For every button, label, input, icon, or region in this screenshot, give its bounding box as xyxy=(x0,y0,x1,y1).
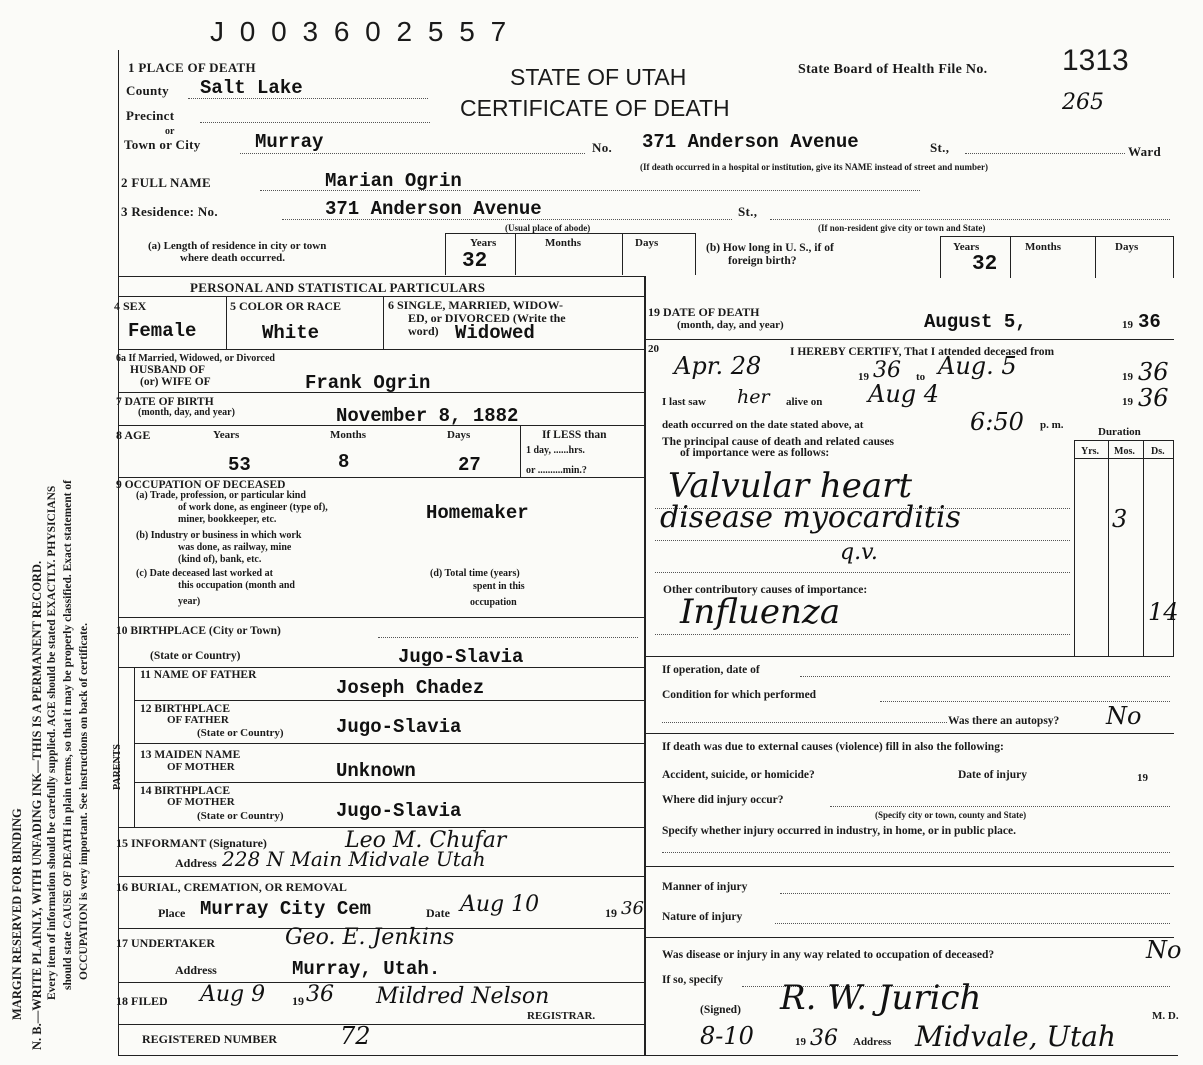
serial-number: J 0 0 3 6 0 2 5 5 7 xyxy=(210,16,511,47)
where-injury-line xyxy=(830,806,1170,807)
occupation-a-1: (a) Trade, profession, or particular kind xyxy=(136,490,306,501)
ward-label: Ward xyxy=(1128,144,1161,159)
alive-on-label: alive on xyxy=(786,396,823,408)
age-months-label: Months xyxy=(330,429,367,441)
cause-section-bottom xyxy=(644,656,1174,657)
length-a-days-label: Days xyxy=(635,237,659,249)
frame-bottom xyxy=(118,1055,1178,1056)
age-days-label: Days xyxy=(447,429,471,441)
length-box-top-a xyxy=(445,233,695,234)
color-value: White xyxy=(262,322,320,344)
filed-label: 18 FILED xyxy=(116,994,168,1008)
age-years: 53 xyxy=(228,454,251,476)
mother-label-2: OF MOTHER xyxy=(167,761,235,773)
row-mother-bottom xyxy=(134,782,644,783)
residence-label: 3 Residence: No. xyxy=(121,204,218,219)
pronoun: her xyxy=(737,386,770,408)
manner-line xyxy=(780,893,1170,894)
sex-label: 4 SEX xyxy=(114,299,147,313)
birthplace-city-line xyxy=(378,637,638,638)
occupation-d-3: occupation xyxy=(470,597,517,608)
physician-address-label: Address xyxy=(853,1036,892,1048)
attended-from-year: 36 xyxy=(873,358,901,383)
length-b-label: (b) How long in U. S., if of xyxy=(706,242,834,254)
residence-street-label: St., xyxy=(738,204,758,219)
cause-line-1: Valvular heart xyxy=(668,466,913,506)
occupation-a-2: of work done, as engineer (type of), xyxy=(178,502,328,513)
row-informant-bottom xyxy=(118,876,644,877)
row-filed-bottom xyxy=(118,1024,644,1025)
signed-label: (Signed) xyxy=(700,1004,741,1016)
registered-number: 72 xyxy=(340,1022,371,1050)
spouse-label-3: (or) WIFE OF xyxy=(140,376,211,388)
color-label: 5 COLOR OR RACE xyxy=(230,299,342,313)
length-a-label2: where death occurred. xyxy=(180,252,285,264)
undertaker-address: Murray, Utah. xyxy=(292,958,441,980)
filed-date: Aug 9 xyxy=(200,982,266,1007)
duration-header-line xyxy=(1074,440,1174,441)
attended-to-prefix: 19 xyxy=(1122,371,1133,383)
death-year-prefix: 19 xyxy=(1122,319,1133,331)
occupation-b-2: was done, as railway, mine xyxy=(178,542,292,553)
length-b-divider-2 xyxy=(1010,236,1011,278)
occupation-b-1: (b) Industry or business in which work xyxy=(136,530,302,541)
marital-label-1: 6 SINGLE, MARRIED, WIDOW- xyxy=(388,298,564,312)
dob-label-2: (month, day, and year) xyxy=(138,407,235,418)
length-a-divider-1 xyxy=(445,233,446,275)
occupation-c-3: year) xyxy=(178,596,201,607)
where-injury-label: Where did injury occur? xyxy=(662,794,784,806)
personal-heading-line xyxy=(118,296,644,297)
occupation-value: Homemaker xyxy=(426,502,529,524)
mother-birth-label-1: 14 BIRTHPLACE xyxy=(140,785,231,797)
length-b-days-label: Days xyxy=(1115,241,1139,253)
death-year: 36 xyxy=(1138,311,1161,333)
nature-bottom xyxy=(644,937,1174,938)
other-duration: 14 xyxy=(1148,598,1179,626)
father-birth-label-3: (State or Country) xyxy=(197,727,284,739)
sex-divider xyxy=(226,297,227,349)
other-rule xyxy=(655,634,1070,635)
external-causes-label: If death was due to external causes (violence) fill in also the following: xyxy=(662,741,1004,753)
attended-from: Apr. 28 xyxy=(674,352,762,380)
attended-from-prefix: 19 xyxy=(858,371,869,383)
informant-address-label: Address xyxy=(175,856,217,870)
less-label-2: 1 day, ......hrs. xyxy=(526,445,585,456)
row-occupation-bottom xyxy=(118,617,644,618)
county-label: County xyxy=(126,83,169,98)
specify-injury-label: Specify whether injury occurred in industry, in home, or in public place. xyxy=(662,825,1016,837)
length-b-years-label: Years xyxy=(953,241,980,253)
undertaker-address-label: Address xyxy=(175,963,217,977)
to-label: to xyxy=(916,371,926,383)
age-label: 8 AGE xyxy=(116,428,151,442)
occupation-label: 9 OCCUPATION OF DECEASED xyxy=(116,479,286,491)
death-date-bottom xyxy=(644,339,1174,340)
ward-line xyxy=(965,153,1125,154)
last-saw-prefix: 19 xyxy=(1122,396,1133,408)
physician-signature: R. W. Jurich xyxy=(780,978,982,1018)
length-b-divider-4 xyxy=(1173,236,1174,278)
age-years-label: Years xyxy=(213,429,240,441)
duration-col-1 xyxy=(1074,440,1075,656)
town-label: Town or City xyxy=(124,137,201,152)
certificate-title: CERTIFICATE OF DEATH xyxy=(460,95,730,121)
personal-top-line xyxy=(118,276,644,277)
certify-number: 20 xyxy=(648,343,659,355)
age-months: 8 xyxy=(338,451,350,473)
burial-label: 16 BURIAL, CREMATION, OR REMOVAL xyxy=(116,880,347,894)
accident-label: Accident, suicide, or homicide? xyxy=(662,769,815,781)
margin-instruction-1: Every item of information should be carefully supplied. AGE should be stated EXACTLY. PHYSICIANS xyxy=(46,485,58,1000)
duration-label: Duration xyxy=(1098,426,1141,438)
physician-address: Midvale, Utah xyxy=(915,1020,1116,1053)
length-box-top-b xyxy=(940,236,1174,237)
spouse-label-2: HUSBAND OF xyxy=(130,364,206,376)
row-spouse-bottom xyxy=(118,392,644,393)
ampm: p. m. xyxy=(1040,419,1064,431)
registrar-signature: Mildred Nelson xyxy=(376,984,550,1009)
marital-value: Widowed xyxy=(455,322,535,344)
length-b-label2: foreign birth? xyxy=(728,255,797,267)
registrar-label: REGISTRAR. xyxy=(527,1010,596,1022)
birthplace-state-label: (State or Country) xyxy=(150,650,241,662)
mother-value: Unknown xyxy=(336,760,416,782)
row-sex-bottom xyxy=(118,349,644,350)
occupation-c-2: this occupation (month and xyxy=(178,580,295,591)
margin-instruction-2: should state CAUSE OF DEATH in plain terms, so that it may be properly classified. Exact statement of xyxy=(62,480,74,990)
occupation-b-3: (kind of), bank, etc. xyxy=(178,554,262,565)
injury-date-label: Date of injury xyxy=(958,769,1027,781)
town-value: Murray xyxy=(255,131,324,153)
attended-to: Aug. 5 xyxy=(938,352,1017,380)
length-a-years-label: Years xyxy=(470,237,497,249)
spouse-value: Frank Ogrin xyxy=(305,372,431,394)
street-no-label: No. xyxy=(592,140,613,155)
occupation-c-1: (c) Date deceased last worked at xyxy=(136,568,273,579)
less-label-3: or ..........min.? xyxy=(526,465,587,476)
filed-year: 36 xyxy=(306,982,334,1007)
injury-section-bottom xyxy=(644,866,1174,867)
county-line xyxy=(188,98,428,99)
signed-date: 8-10 xyxy=(700,1022,754,1050)
certify-text: I HEREBY CERTIFY, That I attended deceased from xyxy=(790,346,1055,358)
nature-line xyxy=(775,923,1170,924)
death-address: 371 Anderson Avenue xyxy=(642,131,859,153)
burial-place-label: Place xyxy=(158,906,186,920)
death-date-value: August 5, xyxy=(924,311,1027,333)
residence-line xyxy=(282,219,732,220)
parents-side-label: PARENTS xyxy=(112,744,123,790)
marital-label-3: word) xyxy=(408,324,439,338)
signed-year: 36 xyxy=(810,1026,838,1051)
filed-year-prefix: 19 xyxy=(292,994,304,1008)
length-a-months-label: Months xyxy=(545,237,582,249)
length-a-label: (a) Length of residence in city or town xyxy=(148,240,327,252)
length-b-years: 32 xyxy=(972,253,998,276)
cause-line-3: q.v. xyxy=(840,540,878,565)
sex-value: Female xyxy=(128,320,197,342)
precinct-label: Precinct xyxy=(126,108,175,123)
father-birth-value: Jugo-Slavia xyxy=(336,716,462,738)
full-name-value: Marian Ogrin xyxy=(325,170,462,192)
file-number-label: State Board of Health File No. xyxy=(798,62,988,77)
less-label-1: If LESS than xyxy=(542,429,607,441)
registered-label: REGISTERED NUMBER xyxy=(142,1032,278,1046)
color-divider xyxy=(383,297,384,349)
burial-year-prefix: 19 xyxy=(605,906,617,920)
burial-place: Murray City Cem xyxy=(200,898,372,920)
mother-birth-label-2: OF MOTHER xyxy=(167,796,235,808)
place-of-death-label: 1 PLACE OF DEATH xyxy=(128,60,256,75)
duration-mos-label: Mos. xyxy=(1114,446,1135,457)
autopsy-value: No xyxy=(1106,702,1142,730)
duration-col-3 xyxy=(1143,440,1144,656)
length-b-divider-1 xyxy=(940,236,941,278)
center-divider xyxy=(644,276,646,1055)
other-causes-label: Other contributory causes of importance: xyxy=(663,584,868,596)
autopsy-pre-line xyxy=(662,722,947,723)
undertaker-signature: Geo. E. Jenkins xyxy=(285,925,455,950)
operation-line xyxy=(800,676,1170,677)
state-title: STATE OF UTAH xyxy=(510,64,687,90)
row-father-bottom xyxy=(134,700,644,701)
personal-heading: PERSONAL AND STATISTICAL PARTICULARS xyxy=(190,280,486,295)
street-label: St., xyxy=(930,140,950,155)
death-date-label-2: (month, day, and year) xyxy=(677,319,784,331)
length-a-divider-2 xyxy=(515,233,516,275)
length-a-years: 32 xyxy=(462,250,488,273)
length-b-divider-3 xyxy=(1095,236,1096,278)
related-value: No xyxy=(1146,936,1182,964)
nature-label: Nature of injury xyxy=(662,911,743,923)
if-so-label: If so, specify xyxy=(662,974,724,986)
death-date-label-1: 19 DATE OF DEATH xyxy=(648,305,760,319)
length-a-divider-4 xyxy=(695,233,696,275)
occupation-a-3: miner, bookkeeper, etc. xyxy=(178,514,277,525)
residence-value: 371 Anderson Avenue xyxy=(325,198,542,220)
duration-header-bottom xyxy=(1074,458,1174,459)
occupation-d-1: (d) Total time (years) xyxy=(430,568,520,579)
death-time: 6:50 xyxy=(970,408,1024,436)
county-value: Salt Lake xyxy=(200,77,303,99)
residence-rest-line xyxy=(770,219,1170,220)
precinct-line xyxy=(200,122,430,123)
cause-label-2: of importance were as follows: xyxy=(680,447,830,459)
row-age-bottom xyxy=(118,477,644,478)
dob-value: November 8, 1882 xyxy=(336,405,519,427)
cause-duration: 3 xyxy=(1112,505,1128,533)
file-number-secondary: 265 xyxy=(1062,90,1104,115)
death-occurred-label: death occurred on the date stated above, at xyxy=(662,419,864,431)
town-line xyxy=(240,153,585,154)
row-undertaker-bottom xyxy=(118,982,644,983)
autopsy-label: Was there an autopsy? xyxy=(948,715,1060,727)
burial-year: 36 xyxy=(621,898,644,919)
mother-birth-value: Jugo-Slavia xyxy=(336,800,462,822)
cause-line-2: disease myocarditis xyxy=(660,500,961,535)
manner-label: Manner of injury xyxy=(662,881,748,893)
cause-label-1: The principal cause of death and related causes xyxy=(662,436,895,448)
duration-ds-label: Ds. xyxy=(1151,446,1165,457)
father-value: Joseph Chadez xyxy=(336,677,485,699)
full-name-label: 2 FULL NAME xyxy=(121,175,211,190)
age-divider xyxy=(520,425,521,477)
where-injury-note: (Specify city or town, county and State) xyxy=(875,810,1027,820)
burial-date-label: Date xyxy=(426,906,450,920)
last-saw-label: I last saw xyxy=(662,396,707,408)
row-dob-bottom xyxy=(118,425,644,426)
or-label: or xyxy=(165,126,175,137)
attended-to-year: 36 xyxy=(1138,358,1169,386)
informant-label: 15 INFORMANT (Signature) xyxy=(116,836,267,850)
informant-signature: Leo M. Chufar xyxy=(345,828,507,853)
operation-label: If operation, date of xyxy=(662,664,760,676)
related-label: Was disease or injury in any way related to occupation of deceased? xyxy=(662,949,995,961)
injury-year-prefix: 19 xyxy=(1137,772,1148,784)
informant-address: 228 N Main Midvale Utah xyxy=(222,847,486,871)
last-saw-date: Aug 4 xyxy=(868,380,940,408)
other-cause: Influenza xyxy=(680,592,841,632)
length-b-months-label: Months xyxy=(1025,241,1062,253)
specify-line xyxy=(662,852,1170,853)
undertaker-label: 17 UNDERTAKER xyxy=(116,936,216,950)
duration-yrs-label: Yrs. xyxy=(1081,446,1100,457)
margin-warning-note: N. B.—WRITE PLAINLY, WITH UNFADING INK—THIS IS A PERMANENT RECORD. xyxy=(30,560,44,1050)
age-days: 27 xyxy=(458,454,481,476)
hospital-note: (If death occurred in a hospital or institution, give its NAME instead of street and number) xyxy=(640,162,989,172)
dob-label-1: 7 DATE OF BIRTH xyxy=(116,396,214,408)
nonresident-note: (If non-resident give city or town and State) xyxy=(818,223,986,233)
autopsy-bottom xyxy=(644,733,1174,734)
frame-left xyxy=(118,50,119,1055)
file-number: 1313 xyxy=(1062,44,1129,77)
birthplace-value: Jugo-Slavia xyxy=(398,646,524,668)
mother-birth-label-3: (State or Country) xyxy=(197,810,284,822)
father-birth-label-2: OF FATHER xyxy=(167,714,229,726)
burial-date: Aug 10 xyxy=(460,892,540,917)
length-a-divider-3 xyxy=(622,233,623,275)
signed-year-prefix: 19 xyxy=(795,1036,806,1048)
marital-label-2: ED, or DIVORCED (Write the xyxy=(408,311,566,325)
last-saw-year: 36 xyxy=(1138,384,1169,412)
full-name-line xyxy=(260,190,920,191)
father-label: 11 NAME OF FATHER xyxy=(140,669,257,681)
occupation-d-2: spent in this xyxy=(473,581,525,592)
spouse-label-1: 6a If Married, Widowed, or Divorced xyxy=(116,353,275,364)
md-label: M. D. xyxy=(1152,1010,1179,1022)
condition-label: Condition for which performed xyxy=(662,689,817,701)
duration-col-2 xyxy=(1108,440,1109,656)
birthplace-label: 10 BIRTHPLACE (City or Town) xyxy=(116,625,281,637)
parents-bracket xyxy=(134,667,135,827)
row-birthplace-bottom xyxy=(118,667,644,668)
mother-label-1: 13 MAIDEN NAME xyxy=(140,749,241,761)
father-birth-label-1: 12 BIRTHPLACE xyxy=(140,703,231,715)
margin-binding-note: MARGIN RESERVED FOR BINDING xyxy=(10,808,24,1020)
usual-abode-note: (Usual place of abode) xyxy=(505,223,591,233)
cause-line-3-rule xyxy=(655,572,1070,573)
margin-instruction-3: OCCUPATION is very important. See instructions on back of certificate. xyxy=(78,623,90,980)
row-father-birth-bottom xyxy=(134,743,644,744)
